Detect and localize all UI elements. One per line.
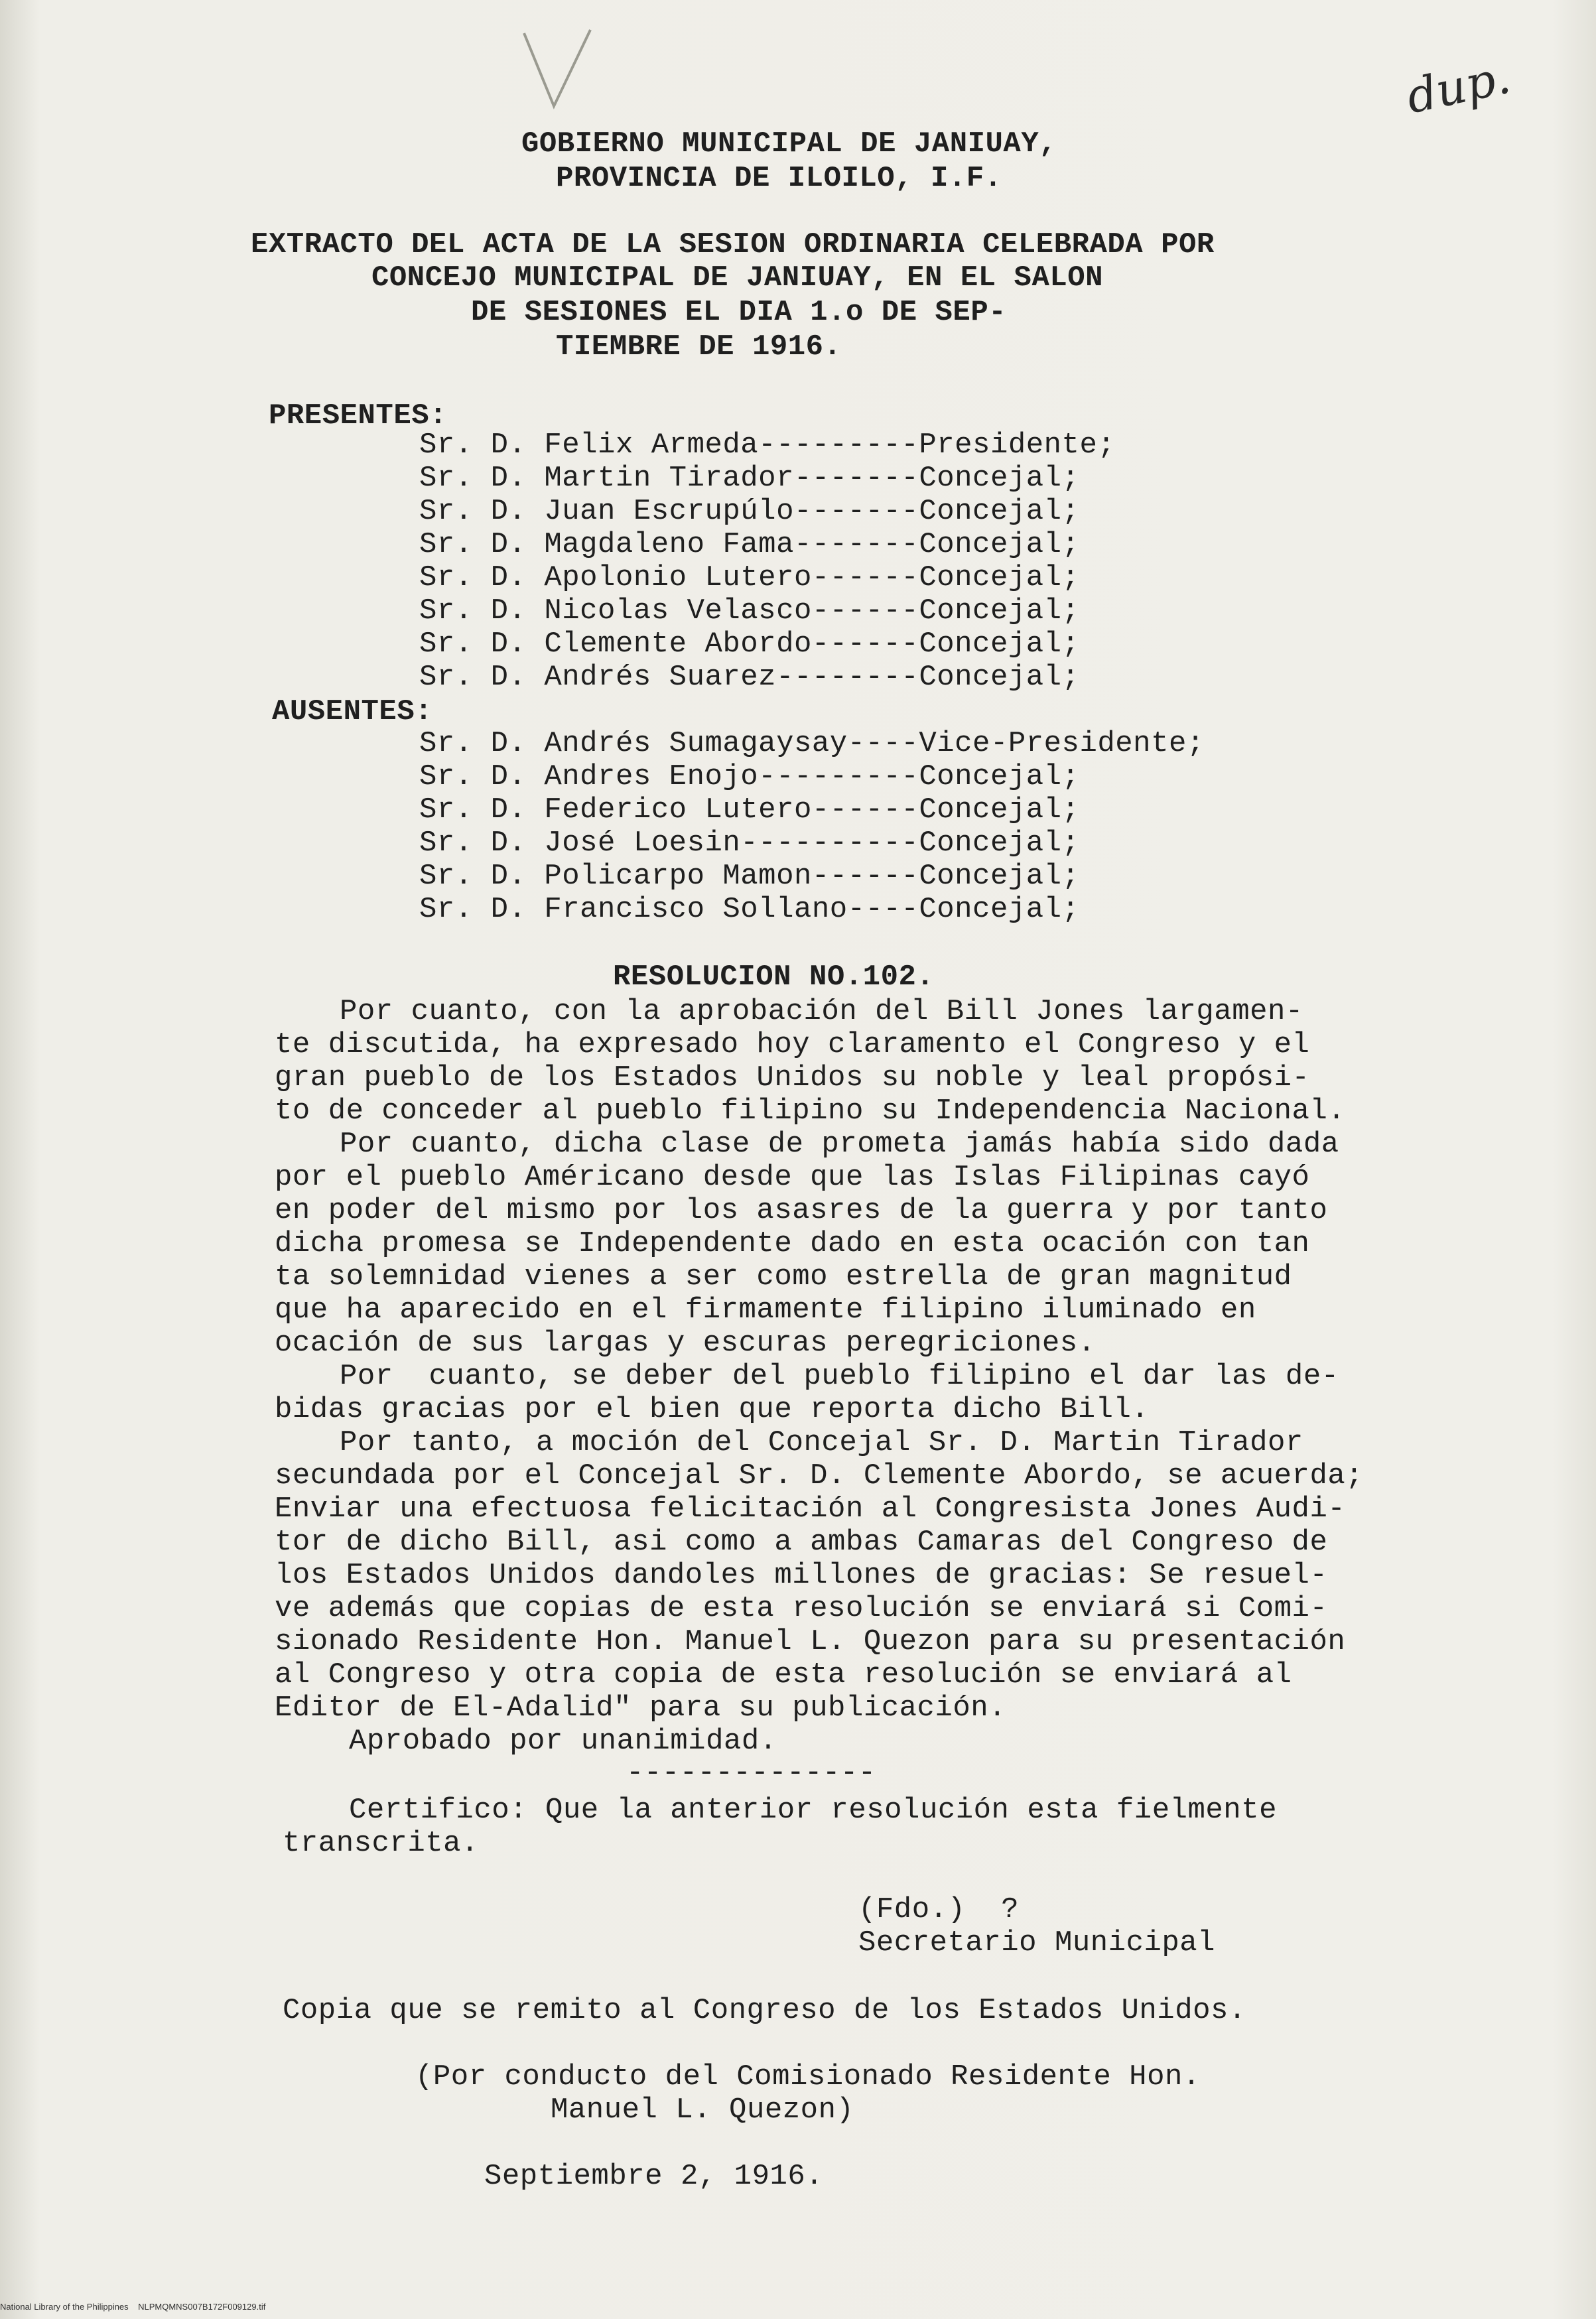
resolution-line: secundada por el Concejal Sr. D. Clemente Abordo, se acuerda;: [275, 1459, 1364, 1492]
certification-line-1: Certifico: Que la anterior resolución esta fielmente: [349, 1794, 1278, 1827]
resolution-line: Por cuanto, con la aprobación del Bill Jones largamen-: [340, 995, 1303, 1028]
resolution-line: por el pueblo Américano desde que las Islas Filipinas cayó: [275, 1161, 1310, 1194]
resolution-line: ta solemnidad vienes a ser como estrella de gran magnitud: [275, 1260, 1292, 1293]
certification-line-2: transcrita.: [283, 1827, 479, 1860]
divider: --------------: [626, 1756, 876, 1790]
absent-member: Sr. D. Andrés Sumagaysay----Vice-Presidente;: [419, 727, 1205, 760]
resolution-line: que ha aparecido en el firmamente filipino iluminado en: [275, 1293, 1256, 1327]
present-member: Sr. D. Nicolas Velasco------Concejal;: [419, 594, 1080, 628]
absent-member: Sr. D. José Loesin----------Concejal;: [419, 827, 1080, 860]
presentes-label: PRESENTES:: [269, 399, 448, 432]
signature-title: Secretario Municipal: [858, 1926, 1216, 1959]
resolution-line: Aprobado por unanimidad.: [349, 1725, 777, 1758]
present-member: Sr. D. Felix Armeda---------Presidente;: [419, 429, 1116, 462]
present-member: Sr. D. Andrés Suarez--------Concejal;: [419, 661, 1080, 694]
pencil-mark: [517, 27, 597, 113]
present-member: Sr. D. Juan Escrupúlo-------Concejal;: [419, 495, 1080, 528]
resolution-line: gran pueblo de los Estados Unidos su noble y leal propósi-: [275, 1061, 1310, 1094]
resolution-line: los Estados Unidos dandoles millones de gracias: Se resuel-: [275, 1559, 1328, 1592]
resolution-line: ocación de sus largas y escuras peregriciones.: [275, 1327, 1096, 1360]
resolution-line: Por tanto, a moción del Concejal Sr. D. Martin Tirador: [340, 1426, 1303, 1459]
copy-note: Copia que se remito al Congreso de los Estados Unidos.: [283, 1994, 1246, 2027]
present-member: Sr. D. Magdaleno Fama-------Concejal;: [419, 528, 1080, 561]
present-member: Sr. D. Clemente Abordo------Concejal;: [419, 628, 1080, 661]
resolution-line: to de conceder al pueblo filipino su Independencia Nacional.: [275, 1094, 1346, 1128]
resolution-line: Por cuanto, dicha clase de prometa jamás había sido dada: [340, 1128, 1339, 1161]
scan-footer: National Library of the Philippines NLPMQMNS007B172F009129.tif: [0, 2302, 266, 2312]
resolution-line: tor de dicho Bill, asi como a ambas Camaras del Congreso de: [275, 1526, 1328, 1559]
resolution-line: dicha promesa se Independente dado en esta ocación con tan: [275, 1227, 1310, 1260]
ausentes-label: AUSENTES:: [272, 695, 433, 728]
absent-member: Sr. D. Policarpo Mamon------Concejal;: [419, 860, 1080, 893]
header-line-2: PROVINCIA DE ILOILO, I.F.: [556, 162, 1002, 195]
absent-member: Sr. D. Federico Lutero------Concejal;: [419, 793, 1080, 827]
absent-member: Sr. D. Francisco Sollano----Concejal;: [419, 893, 1080, 926]
absent-member: Sr. D. Andres Enojo---------Concejal;: [419, 760, 1080, 793]
resolution-line: te discutida, ha expresado hoy claramento el Congreso y el: [275, 1028, 1310, 1061]
conduct-line-1: (Por conducto del Comisionado Residente Hon.: [415, 2060, 1201, 2093]
signature-fdo: (Fdo.) ?: [858, 1893, 1020, 1926]
resolution-line: al Congreso y otra copia de esta resolución se enviará al: [275, 1658, 1292, 1691]
present-member: Sr. D. Apolonio Lutero------Concejal;: [419, 561, 1080, 594]
resolution-title: RESOLUCION NO.102.: [613, 961, 935, 994]
document-date: Septiembre 2, 1916.: [484, 2160, 824, 2193]
resolution-line: Enviar una efectuosa felicitación al Congresista Jones Audi-: [275, 1492, 1346, 1526]
extract-title-line-3: DE SESIONES EL DIA 1.o DE SEP-: [471, 296, 1007, 329]
resolution-line: ve además que copias de esta resolución se enviará si Comi-: [275, 1592, 1328, 1625]
conduct-line-2: Manuel L. Quezon): [551, 2093, 854, 2127]
resolution-line: sionado Residente Hon. Manuel L. Quezon para su presentación: [275, 1625, 1346, 1658]
present-member: Sr. D. Martin Tirador-------Concejal;: [419, 462, 1080, 495]
resolution-line: Por cuanto, se deber del pueblo filipino el dar las de-: [340, 1360, 1339, 1393]
extract-title-line-4: TIEMBRE DE 1916.: [556, 330, 842, 364]
extract-title-line-1: EXTRACTO DEL ACTA DE LA SESION ORDINARIA CELEBRADA POR: [251, 228, 1215, 261]
resolution-line: Editor de El-Adalid" para su publicación.: [275, 1691, 1007, 1725]
resolution-line: bidas gracias por el bien que reporta dicho Bill.: [275, 1393, 1150, 1426]
header-line-1: GOBIERNO MUNICIPAL DE JANIUAY,: [521, 127, 1057, 161]
resolution-line: en poder del mismo por los asasres de la guerra y por tanto: [275, 1194, 1328, 1227]
extract-title-line-2: CONCEJO MUNICIPAL DE JANIUAY, EN EL SALON: [371, 261, 1104, 295]
handwritten-note: dup.: [1402, 49, 1515, 125]
